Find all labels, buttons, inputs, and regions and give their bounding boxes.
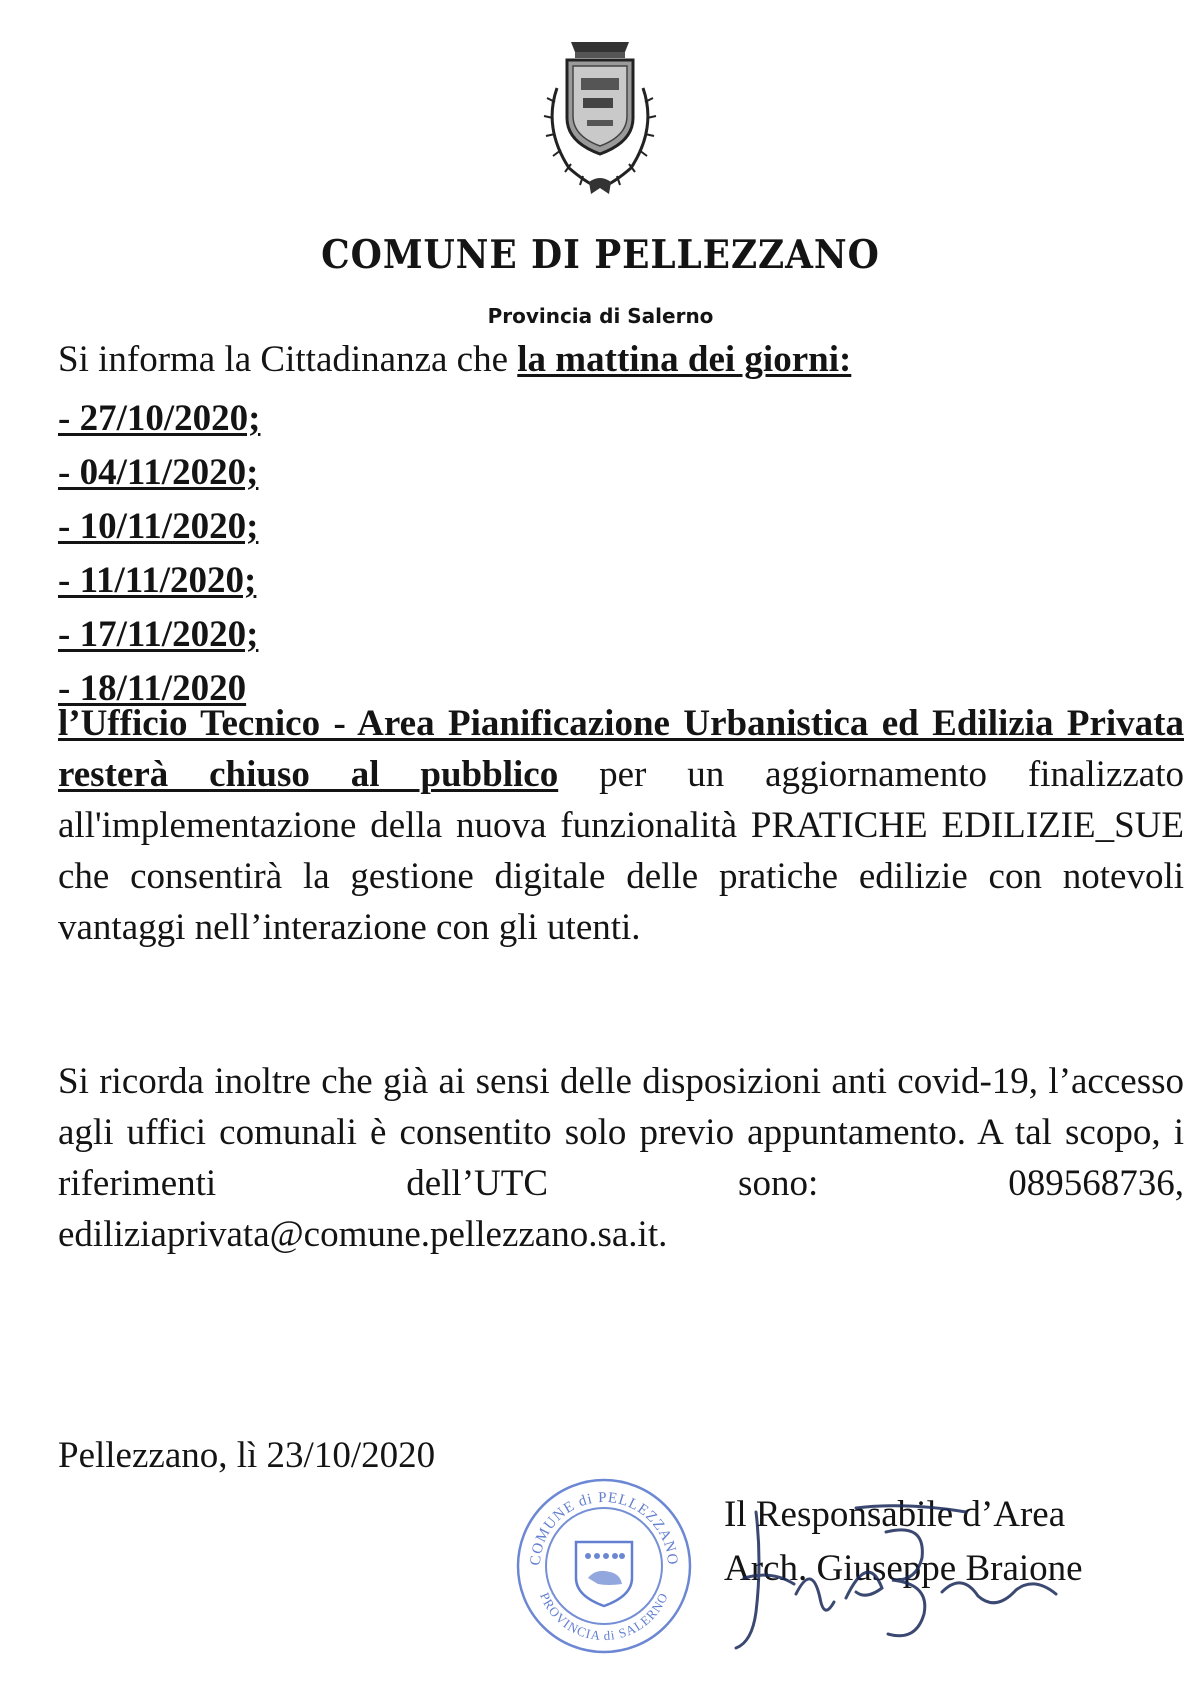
place-and-date: Pellezzano, lì 23/10/2020 (58, 1435, 436, 1476)
svg-text:COMUNE di PELLEZZANO: COMUNE di PELLEZZANO (527, 1489, 681, 1567)
municipality-title: COMUNE DI PELLEZZANO (321, 232, 880, 278)
province-subtitle: Provincia di Salerno (487, 304, 714, 328)
closure-date-item: - 27/10/2020; (58, 398, 261, 439)
closure-date-item: - 04/11/2020; (58, 452, 259, 493)
closure-date-item: - 10/11/2020; (58, 506, 259, 547)
closure-office-highlight: l’Ufficio Tecnico - Area Pianificazione Urbanistica ed Edilizia Privata resterà chiuso al pubblico (58, 703, 1184, 795)
reminder-paragraph: Si ricorda inoltre che già ai sensi delle disposizioni anti covid-19, l’accesso agli uffici comunali è consentito solo previo appuntamento. A tal scopo, i riferimenti dell’UTC sono: 089568736, ediliziaprivata@comune.pellezzano.sa.it. (58, 1061, 1184, 1255)
closure-dates-list (58, 392, 260, 716)
closure-paragraph-text: per un aggiornamento finalizzato all'implementazione della nuova funzionalità PRATICHE EDILIZIE_SUE che consentirà la gestione digitale delle pratiche edilizie con notevoli vantaggi nell’interazione con gli utenti. (58, 754, 1184, 948)
notice-intro (58, 338, 851, 381)
notice-intro-highlight: la mattina dei giorni: (517, 339, 852, 380)
notice-intro-text: Si informa la Cittadinanza che (58, 339, 518, 380)
closure-paragraph (58, 698, 1184, 953)
signer-role: Il Responsabile d’Area (724, 1494, 1066, 1535)
official-stamp-icon (510, 1472, 698, 1660)
signer-name: Arch. Giuseppe Braione (724, 1548, 1083, 1589)
closure-date-item: - 17/11/2020; (58, 614, 259, 655)
handwritten-signature-icon (716, 1502, 1076, 1662)
coat-of-arms-icon (535, 38, 665, 198)
closure-date-item: - 11/11/2020; (58, 560, 257, 601)
svg-text:PROVINCIA di SALERNO: PROVINCIA di SALERNO (537, 1590, 671, 1644)
closure-date-item: - 18/11/2020 (58, 668, 247, 709)
